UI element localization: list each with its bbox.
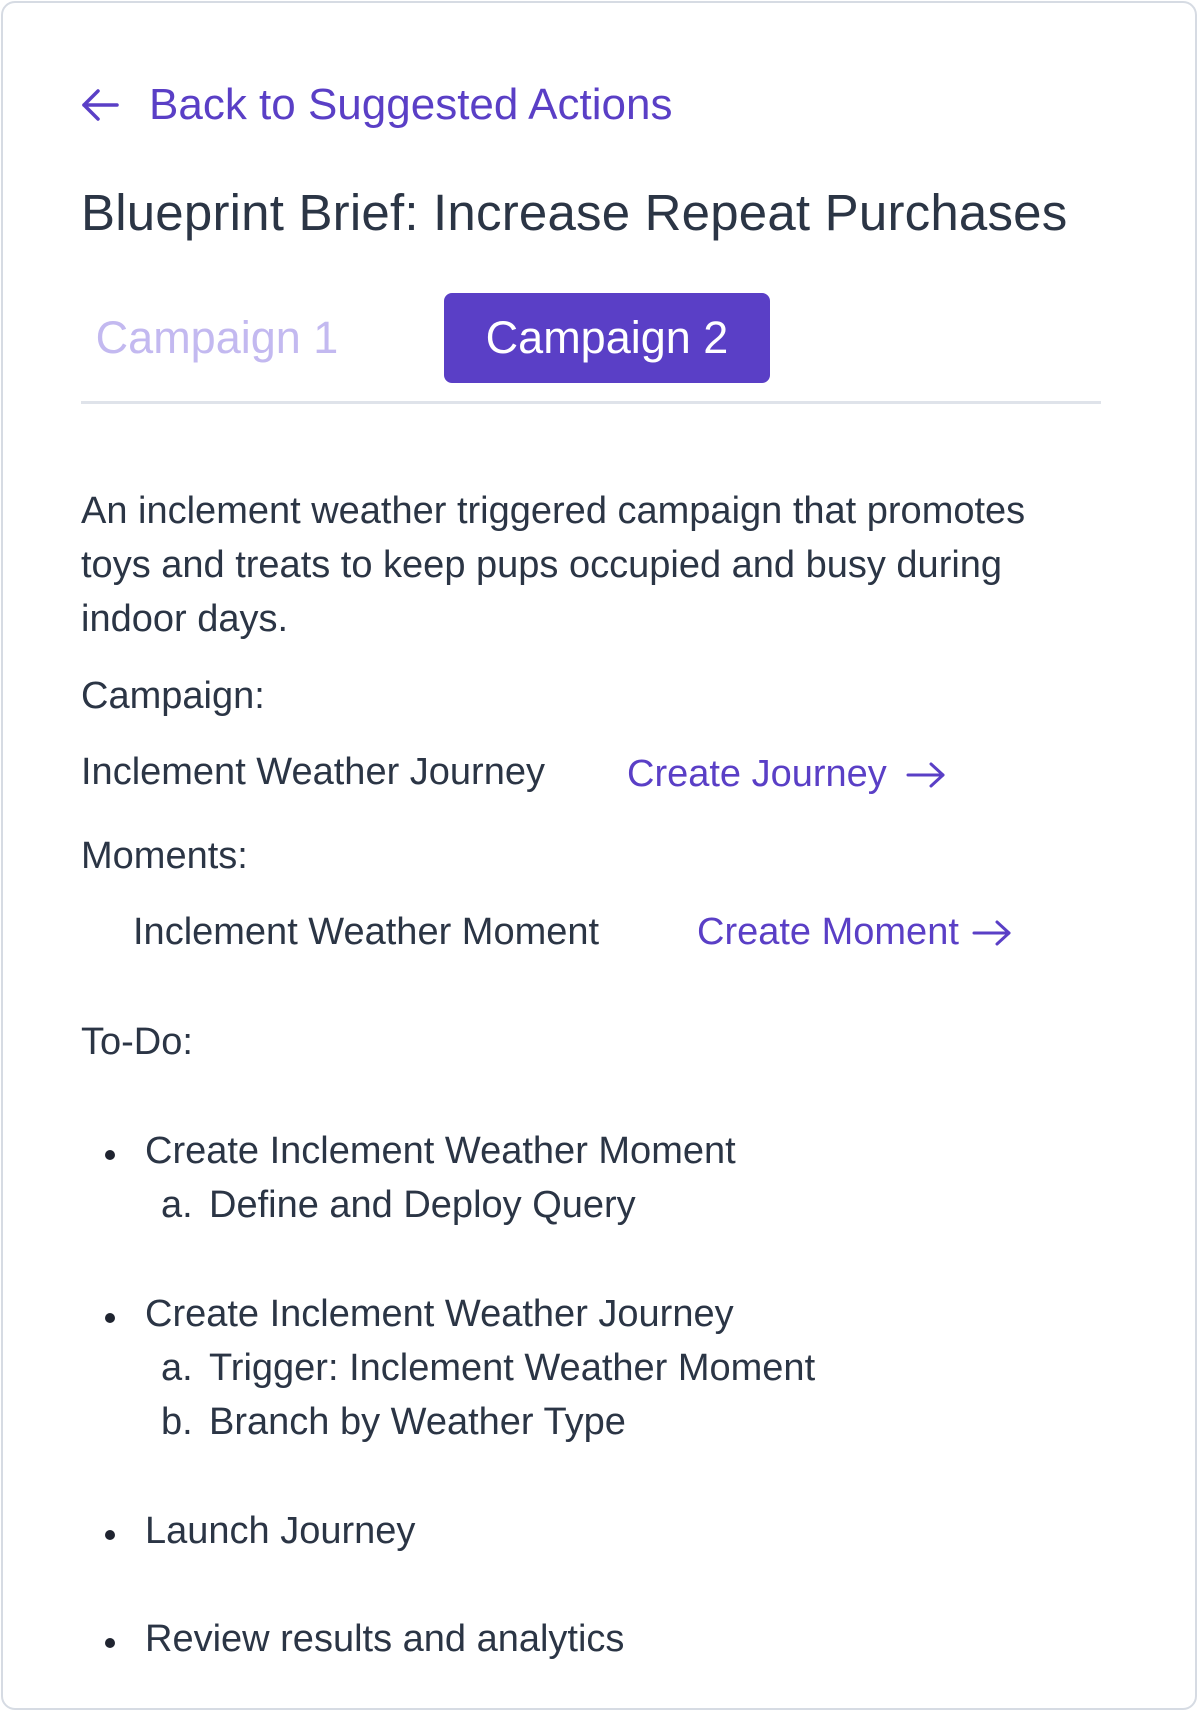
todo-subitem bbox=[161, 1184, 636, 1227]
bullet-icon bbox=[105, 1638, 115, 1648]
subitem-text: Trigger: Inclement Weather Moment bbox=[209, 1347, 816, 1389]
campaign-tabs bbox=[81, 293, 1101, 404]
create-moment-link[interactable] bbox=[697, 911, 1013, 954]
tab-campaign-1[interactable]: Campaign 1 bbox=[95, 312, 339, 363]
back-link-label[interactable]: Back to Suggested Actions bbox=[149, 80, 673, 129]
tab-campaign-2[interactable]: Campaign 2 bbox=[444, 293, 770, 383]
campaign-label: Campaign: bbox=[81, 675, 265, 717]
subitem-text: Branch by Weather Type bbox=[209, 1401, 626, 1443]
arrow-right-icon bbox=[905, 760, 947, 790]
arrow-left-icon bbox=[79, 84, 121, 126]
todo-label: To-Do: bbox=[81, 1021, 193, 1063]
subitem-marker: b. bbox=[161, 1401, 193, 1443]
bullet-icon bbox=[105, 1150, 115, 1160]
todo-item-text: Create Inclement Weather Moment bbox=[145, 1130, 736, 1172]
subitem-marker: a. bbox=[161, 1347, 193, 1389]
arrow-right-icon bbox=[971, 918, 1013, 948]
create-journey-label[interactable]: Create Journey bbox=[627, 753, 887, 795]
campaign-description: An inclement weather triggered campaign that promotes toys and treats to keep pups occupied and busy during indoor days. bbox=[81, 490, 1026, 640]
campaign-name: Inclement Weather Journey bbox=[81, 751, 545, 793]
bullet-icon bbox=[105, 1313, 115, 1323]
bullet-icon bbox=[105, 1530, 115, 1540]
todo-subitem bbox=[161, 1347, 815, 1390]
todo-subitem bbox=[161, 1401, 626, 1444]
moment-name: Inclement Weather Moment bbox=[133, 911, 600, 953]
subitem-text: Define and Deploy Query bbox=[209, 1184, 636, 1226]
create-moment-label[interactable]: Create Moment bbox=[697, 911, 959, 953]
create-journey-link[interactable] bbox=[627, 753, 947, 796]
subitem-marker: a. bbox=[161, 1184, 193, 1226]
moments-label: Moments: bbox=[81, 835, 248, 877]
todo-item-text: Create Inclement Weather Journey bbox=[145, 1293, 734, 1335]
back-to-suggested-actions-link[interactable] bbox=[79, 75, 672, 135]
todo-item-text: Review results and analytics bbox=[145, 1618, 625, 1660]
page-title: Blueprint Brief: Increase Repeat Purchases bbox=[81, 184, 1068, 241]
todo-item-text: Launch Journey bbox=[145, 1510, 416, 1552]
blueprint-brief-panel bbox=[1, 1, 1197, 1710]
